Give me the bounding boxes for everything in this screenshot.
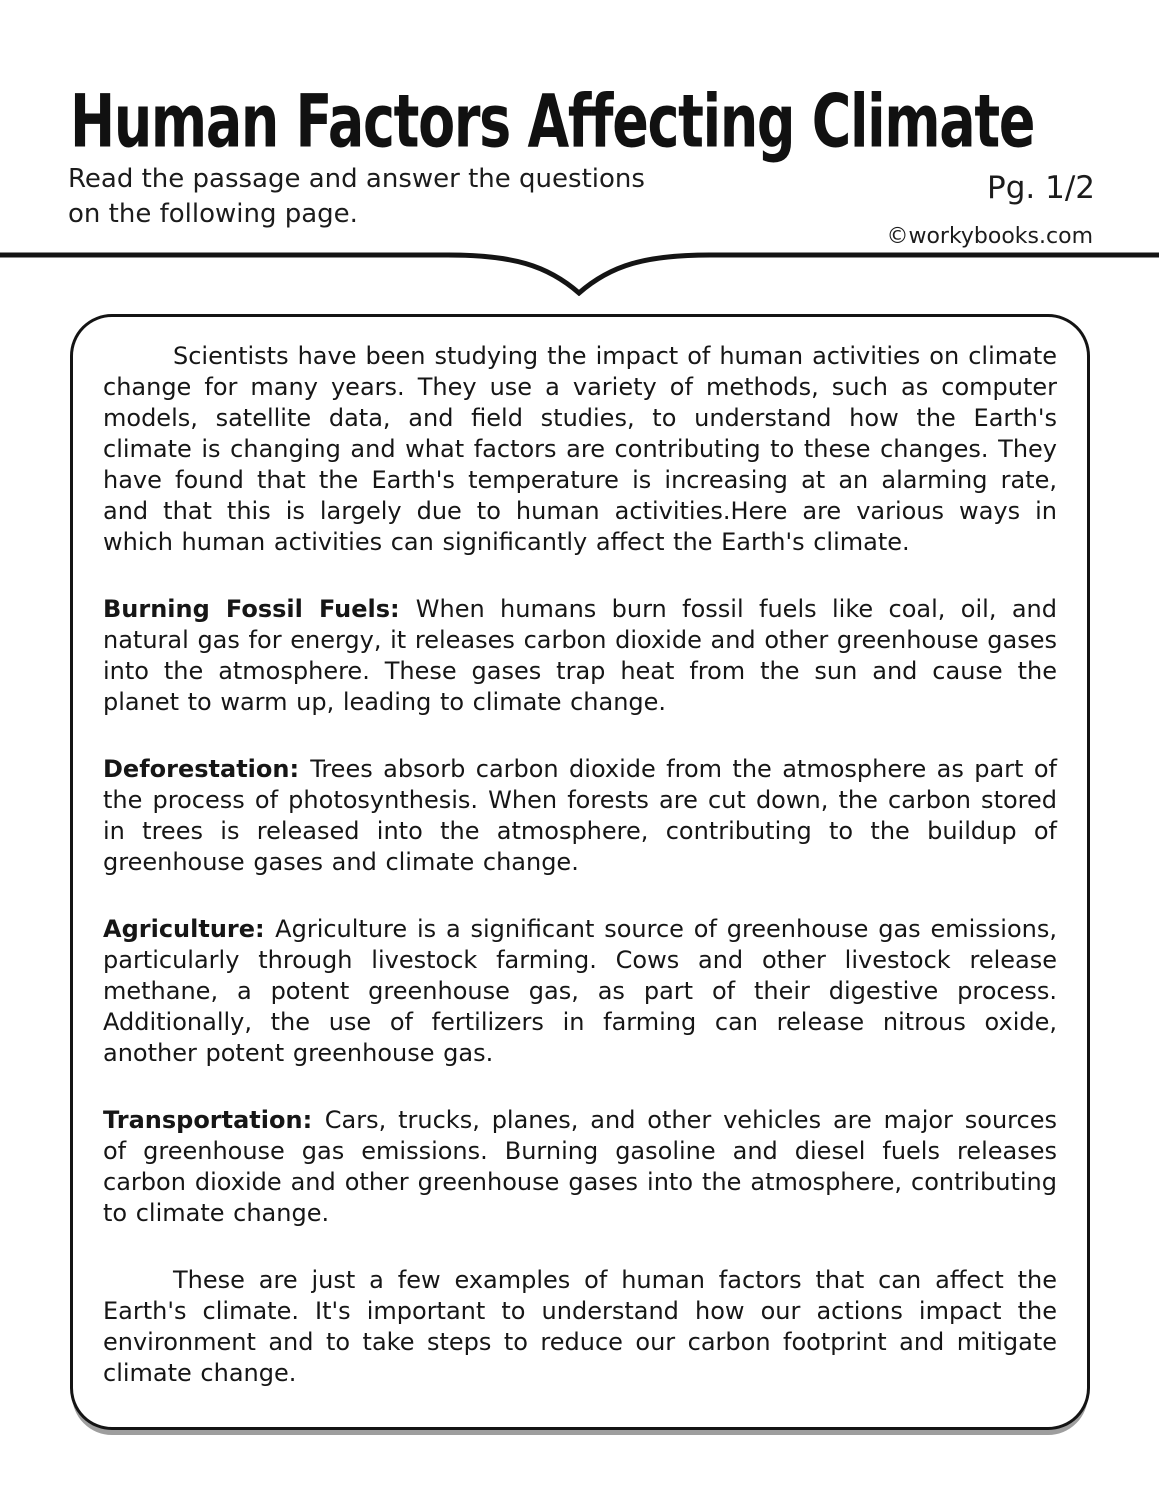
paragraph-label: Transportation: — [103, 1106, 325, 1134]
instructions-line-1: Read the passage and answer the questions — [68, 164, 645, 194]
paragraph-label: Burning Fossil Fuels: — [103, 595, 416, 623]
passage-paragraph — [103, 1105, 1057, 1229]
passage-box — [70, 314, 1090, 1430]
section-divider-chevron-icon — [0, 250, 1159, 296]
passage-paragraph — [103, 341, 1057, 558]
copyright-text: ©workybooks.com — [886, 224, 1093, 249]
paragraph-text: Trees absorb carbon dioxide from the atmosphere as part of the process of photosynthesis. When forests are cut down, the carbon stored in trees is released into the atmosphere, contributing to the buildup of greenhouse gases and climate change. — [103, 755, 1057, 876]
paragraph-label: Deforestation: — [103, 755, 311, 783]
paragraph-text: Scientists have been studying the impact of human activities on climate change for many years. They use a variety of methods, such as computer models, satellite data, and field studies, to understand how the Earth's climate is changing and what factors are contributing to these changes. They have found that the Earth's temperature is increasing at an alarming rate, and that this is largely due to human activities.Here are various ways in which human activities can significantly affect the Earth's climate. — [103, 342, 1057, 556]
page-title: Human Factors Affecting Climate — [70, 78, 1035, 165]
passage-paragraph — [103, 1265, 1057, 1389]
paragraph-text: These are just a few examples of human factors that can affect the Earth's climate. It's important to understand how our actions impact the environment and to take steps to reduce our carbon footprint and mitigate climate change. — [103, 1266, 1057, 1387]
passage-paragraph — [103, 754, 1057, 878]
passage-paragraph — [103, 594, 1057, 718]
page-number: Pg. 1/2 — [987, 170, 1095, 206]
paragraph-text: Cars, trucks, planes, and other vehicles are major sources of greenhouse gas emissions. Burning gasoline and diesel fuels releases carbon dioxide and other greenhouse gases into the atmosphere, contributing to climate change. — [103, 1106, 1057, 1227]
passage-paragraph — [103, 914, 1057, 1069]
instructions-text — [68, 162, 645, 232]
paragraph-text: When humans burn fossil fuels like coal, oil, and natural gas for energy, it releases carbon dioxide and other greenhouse gases into the atmosphere. These gases trap heat from the sun and cause the planet to warm up, leading to climate change. — [103, 595, 1057, 716]
paragraph-label: Agriculture: — [103, 915, 276, 943]
instructions-line-2: on the following page. — [68, 199, 358, 229]
paragraph-text: Agriculture is a significant source of greenhouse gas emissions, particularly through livestock farming. Cows and other livestock release methane, a potent greenhouse gas, as part of their digestive process. Additionally, the use of fertilizers in farming can release nitrous oxide, another potent greenhouse gas. — [103, 915, 1057, 1067]
